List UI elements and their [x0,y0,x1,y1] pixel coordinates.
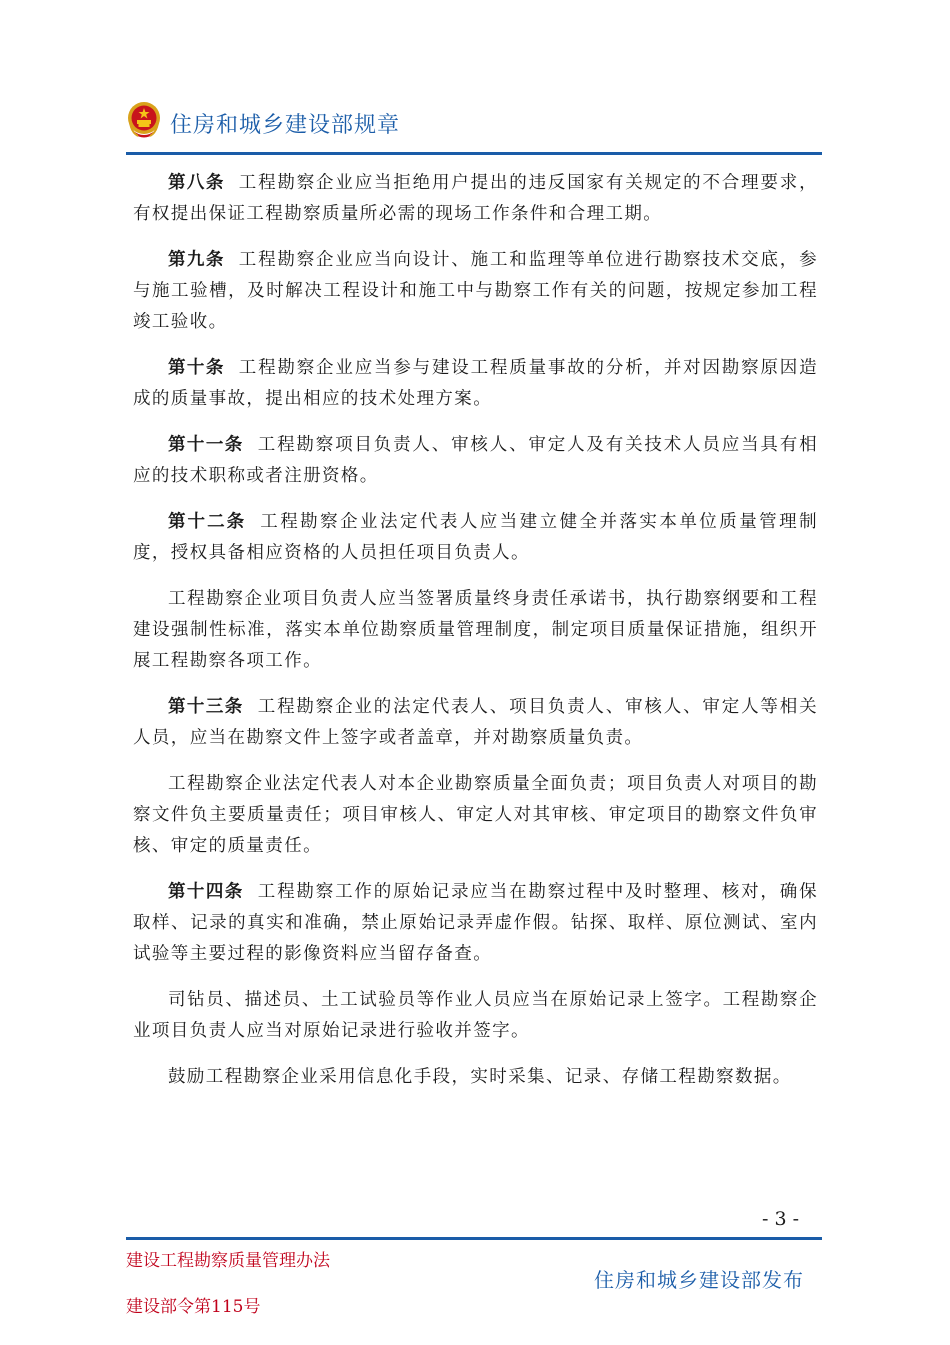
article-12-para-2 [133,584,818,677]
article-9 [133,245,818,338]
article-label: 第十条 [168,358,225,378]
article-11 [133,430,818,492]
article-8 [133,168,818,230]
article-label: 第十二条 [168,512,247,532]
article-text: 鼓励工程勘察企业采用信息化手段，实时采集、记录、存储工程勘察数据。 [168,1067,792,1087]
article-label: 第十四条 [168,882,244,902]
document-number-link[interactable]: 建设部令第115号 [126,1297,261,1317]
article-text: 工程勘察企业法定代表人对本企业勘察质量全面负责；项目负责人对项目的勘察文件负主要质量责任；项目审核人、审定人对其审核、审定项目的勘察文件负审核、审定的质量责任。 [133,774,818,856]
article-text: 司钻员、描述员、土工试验员等作业人员应当在原始记录上签字。工程勘察企业项目负责人应当对原始记录进行验收并签字。 [133,990,818,1041]
article-text: 工程勘察项目负责人、审核人、审定人及有关技术人员应当具有相应的技术职称或者注册资格。 [133,435,819,486]
document-title-link[interactable]: 建设工程勘察质量管理办法 [126,1251,330,1271]
national-emblem-icon [126,100,162,140]
article-text: 工程勘察企业项目负责人应当签署质量终身责任承诺书，执行勘察纲要和工程建设强制性标准，落实本单位勘察质量管理制度，制定项目质量保证措施，组织开展工程勘察各项工作。 [133,589,818,671]
article-label: 第十三条 [168,697,244,717]
article-label: 第十一条 [168,435,244,455]
header-divider [126,152,822,155]
footer-divider [126,1237,822,1240]
publisher-label: 住房和城乡建设部发布 [594,1268,804,1292]
document-body [133,168,818,1108]
article-text: 工程勘察企业的法定代表人、项目负责人、审核人、审定人等相关人员，应当在勘察文件上签字或者盖章，并对勘察质量负责。 [133,697,819,748]
article-14 [133,877,818,970]
article-text: 工程勘察企业应当拒绝用户提出的违反国家有关规定的不合理要求，有权提出保证工程勘察质量所必需的现场工作条件和合理工期。 [133,173,818,224]
article-text: 工程勘察工作的原始记录应当在勘察过程中及时整理、核对，确保取样、记录的真实和准确，禁止原始记录弄虚作假。钻探、取样、原位测试、室内试验等主要过程的影像资料应当留存备查。 [133,882,819,964]
article-14-para-3 [133,1062,818,1093]
article-14-para-2 [133,985,818,1047]
article-13 [133,692,818,754]
article-13-para-2 [133,769,818,862]
article-text: 工程勘察企业法定代表人应当建立健全并落实本单位质量管理制度，授权具备相应资格的人员担任项目负责人。 [133,512,818,563]
article-text: 工程勘察企业应当参与建设工程质量事故的分析，并对因勘察原因造成的质量事故，提出相应的技术处理方案。 [133,358,818,409]
article-label: 第九条 [168,250,225,270]
article-text: 工程勘察企业应当向设计、施工和监理等单位进行勘察技术交底，参与施工验槽，及时解决工程设计和施工中与勘察工作有关的问题，按规定参加工程竣工验收。 [133,250,818,332]
header-title: 住房和城乡建设部规章 [170,113,401,138]
page-number: - 3 - [762,1208,800,1230]
article-10 [133,353,818,415]
article-12 [133,507,818,569]
page-header [126,100,822,158]
article-label: 第八条 [168,173,225,193]
